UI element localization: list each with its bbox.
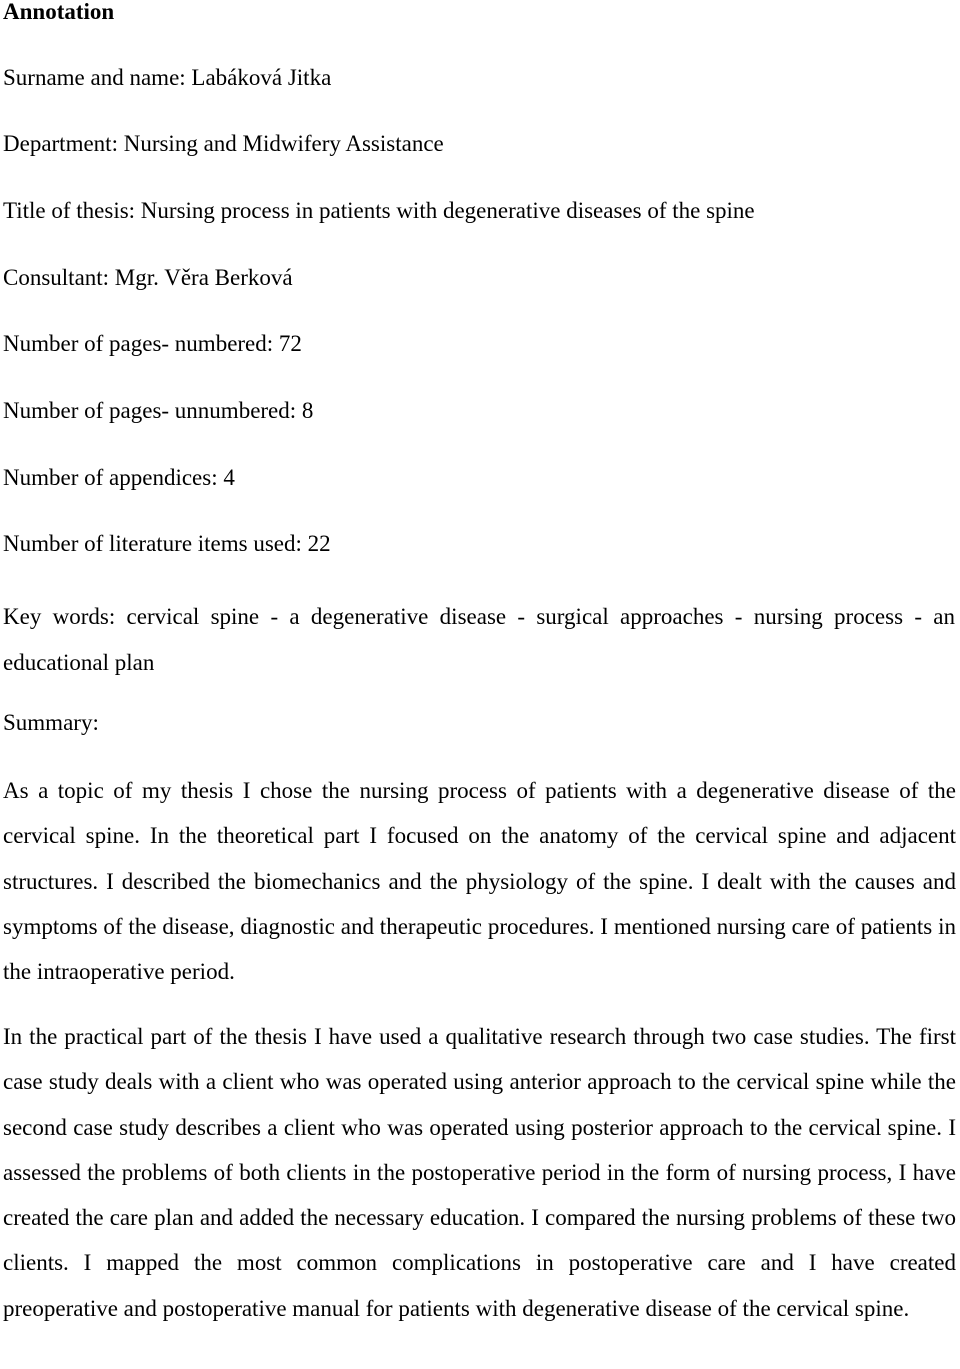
- annotation-heading: Annotation: [3, 0, 115, 24]
- summary-label: Summary:: [3, 710, 99, 735]
- thesis-title: Title of thesis: Nursing process in patients with degenerative diseases of the spine: [3, 198, 755, 223]
- literature-count: Number of literature items used: 22: [3, 531, 331, 556]
- consultant: Consultant: Mgr. Věra Berková: [3, 265, 293, 290]
- keywords: Key words: cervical spine - a degenerative disease - surgical approaches - nursing process - an educational plan: [3, 604, 955, 675]
- author-name: Surname and name: Labáková Jitka: [3, 65, 332, 90]
- pages-numbered: Number of pages- numbered: 72: [3, 331, 302, 356]
- department: Department: Nursing and Midwifery Assistance: [3, 131, 444, 156]
- appendices-count: Number of appendices: 4: [3, 465, 235, 490]
- summary-paragraph-2: In the practical part of the thesis I have used a qualitative research through two case studies. The first case study deals with a client who was operated using anterior approach to the cervical spine while the second case study describes a client who was operated using posterior approach to the cervical spine. I assessed the problems of both clients in the postoperative period in the form of nursing process, I have created the care plan and added the necessary education. I compared the nursing problems of these two clients. I mapped the most common complications in postoperative care and I have created preoperative and postoperative manual for patients with degenerative disease of the cervical spine.: [3, 1024, 956, 1321]
- summary-paragraph-1: As a topic of my thesis I chose the nursing process of patients with a degenerative disease of the cervical spine. In the theoretical part I focused on the anatomy of the cervical spine and adjacent structures. I described the biomechanics and the physiology of the spine. I dealt with the causes and symptoms of the disease, diagnostic and therapeutic procedures. I mentioned nursing care of patients in the intraoperative period.: [3, 778, 956, 985]
- pages-unnumbered: Number of pages- unnumbered: 8: [3, 398, 314, 423]
